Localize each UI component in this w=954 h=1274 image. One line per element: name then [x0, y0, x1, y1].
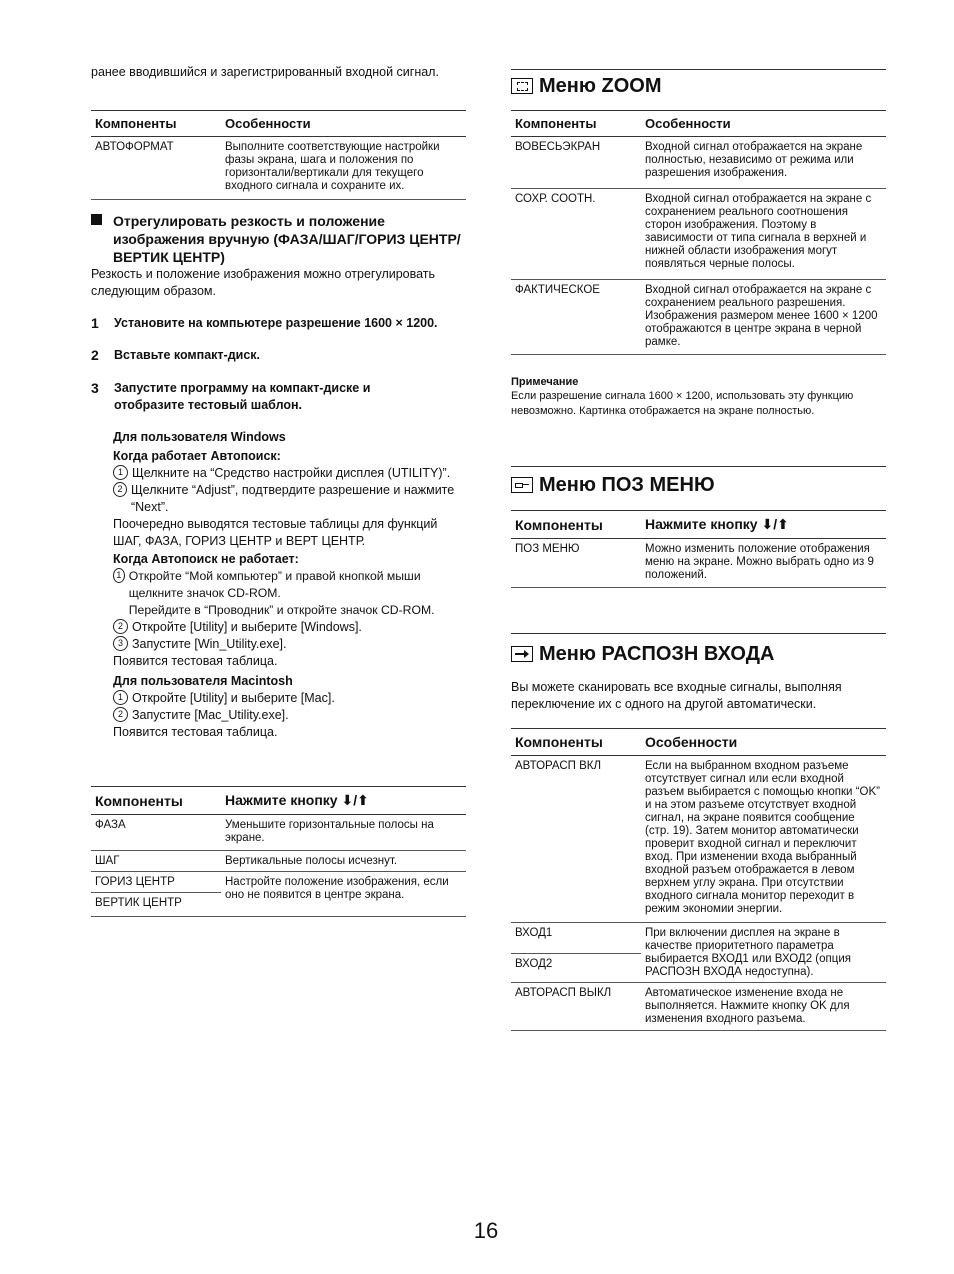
section-heading-block — [91, 212, 466, 266]
list-item — [113, 619, 466, 636]
table-row — [511, 539, 886, 588]
table-header: Компоненты — [91, 787, 221, 815]
table-row — [511, 756, 886, 923]
zoom-title-row — [511, 74, 886, 98]
table-cell: Настройте положение изображения, если оно не появится в центре экрана. — [221, 872, 466, 917]
step-text: Запустите программу на компакт-диске и отобразите тестовый шаблон. — [114, 381, 371, 412]
pos-section-header — [511, 466, 886, 497]
table-cell: ВЕРТИК ЦЕНТР — [91, 893, 221, 917]
table-cell: АВТОРАСП ВЫКЛ — [511, 983, 641, 1031]
table-cell: Входной сигнал отображается на экране с сохранением реального разрешения. Изображения размером менее 1600 × 1200 отображаются в центре экрана в черной рамке. — [641, 280, 886, 355]
zoom-table — [511, 110, 886, 355]
table-row — [511, 137, 886, 189]
table-header: Компоненты — [91, 111, 221, 137]
input-sensing-icon — [511, 646, 533, 662]
intro-text: ранее вводившийся и зарегистрированный входной сигнал. — [91, 65, 439, 79]
input-title-row — [511, 642, 886, 666]
square-bullet-icon — [91, 214, 102, 225]
list-item-text: Щелкните “Adjust”, подтвердите разрешение и нажмите “Next”. — [130, 483, 455, 514]
step-number: 1 — [91, 315, 99, 331]
list-item — [113, 482, 466, 516]
windows-instructions — [113, 429, 466, 741]
table-cell: Вертикальные полосы исчезнут. — [221, 851, 466, 872]
pos-table — [511, 510, 886, 588]
table-cell: ФАКТИЧЕСКОЕ — [511, 280, 641, 355]
section-intro: Резкость и положение изображения можно отрегулировать следующим образом. — [91, 267, 436, 298]
zoom-icon — [511, 78, 533, 94]
table-cell: АВТОРАСП ВКЛ — [511, 756, 641, 923]
circled-number: 1 — [113, 465, 128, 480]
table-header: Особенности — [641, 111, 886, 137]
list-item — [113, 636, 466, 653]
input-section-header — [511, 633, 886, 666]
table-row — [91, 851, 466, 872]
list-item-text: Щелкните на “Средство настройки дисплея (UTILITY)”. — [132, 466, 451, 480]
mac-title: Для пользователя Macintosh — [113, 674, 293, 688]
circled-number: 2 — [113, 482, 127, 497]
table-header: Особенности — [641, 729, 886, 756]
step-number: 3 — [91, 380, 99, 396]
zoom-note — [511, 375, 886, 419]
menu-position-icon — [511, 477, 533, 493]
input-table — [511, 728, 886, 1031]
table-cell: ВХОД2 — [511, 954, 641, 983]
step-text: Вставьте компакт-диск. — [114, 348, 261, 362]
step-3 — [91, 380, 466, 414]
table-cell: Можно изменить положение отображения меню на экране. Можно выбрать одно из 9 положений. — [641, 539, 886, 588]
table-cell: Автоматическое изменение входа не выполняется. Нажмите кнопку OK для изменения входного разъема. — [641, 983, 886, 1031]
list-item-text: Откройте “Мой компьютер” и правой кнопкой мыши щелкните значок CD-ROM. Перейдите в “Проводник” и откройте значок CD-ROM. — [128, 569, 435, 617]
phase-pitch-table — [91, 786, 466, 917]
circled-number: 3 — [113, 636, 128, 651]
list-item — [113, 568, 466, 619]
auto-fails-title: Когда Автопоиск не работает: — [113, 552, 299, 566]
mac-after: Появится тестовая таблица. — [113, 725, 278, 739]
table-cell: Выполните соответствующие настройки фазы экрана, шага и положения по горизонтали/вертикали для текущего входного сигнала и сохраните их. — [221, 137, 466, 200]
note-title: Примечание — [511, 376, 579, 388]
table-header: Компоненты — [511, 511, 641, 539]
pos-title-row — [511, 473, 886, 497]
table-row — [511, 189, 886, 280]
table-header: Нажмите кнопку ⬇/⬆ — [221, 787, 466, 815]
step-text: Установите на компьютере разрешение 1600 × 1200. — [114, 316, 438, 330]
step-2 — [91, 347, 466, 364]
auto-works-title: Когда работает Автопоиск: — [113, 449, 281, 463]
table-header: Компоненты — [511, 111, 641, 137]
circled-number: 1 — [113, 568, 125, 583]
list-item — [113, 690, 466, 707]
table-cell: ВХОД1 — [511, 923, 641, 954]
table-row — [91, 815, 466, 851]
table-cell: Уменьшите горизонтальные полосы на экране. — [221, 815, 466, 851]
list-item-text: Откройте [Utility] и выберите [Mac]. — [132, 691, 335, 705]
list-item — [113, 707, 466, 724]
table-cell: Если на выбранном входном разъеме отсутствует сигнал или если входной разъем выбирается с помощью кнопки “OK” и на этом разъеме отсутствует входной сигнал, на экране появится сообщение (стр. 19). Затем монитор автоматически проверит входной сигнал и переключит вход. При изменении входа выбранный входной разъем отображается в левом верхнем углу экрана. При отсутствии входного сигнала монитор переходит в режим экономии энергии. — [641, 756, 886, 923]
table-cell: ГОРИЗ ЦЕНТР — [91, 872, 221, 893]
table-row — [91, 137, 466, 200]
note-text: Если разрешение сигнала 1600 × 1200, использовать эту функцию невозможно. Картинка отображается на экране полностью. — [511, 390, 854, 417]
input-intro: Вы можете сканировать все входные сигналы, выполняя переключение их с одного на другой автоматически. — [511, 680, 842, 711]
step-1 — [91, 315, 466, 332]
table-row — [511, 983, 886, 1031]
table-header: Компоненты — [511, 729, 641, 756]
list-item-text: Откройте [Utility] и выберите [Windows]. — [132, 620, 362, 634]
zoom-title: Меню ZOOM — [539, 75, 662, 97]
list-item — [113, 465, 466, 482]
table-cell: ШАГ — [91, 851, 221, 872]
step-number: 2 — [91, 347, 99, 363]
table-row — [511, 280, 886, 355]
circled-number: 2 — [113, 619, 128, 634]
table-cell: ПОЗ МЕНЮ — [511, 539, 641, 588]
table-cell: ФАЗА — [91, 815, 221, 851]
windows-title: Для пользователя Windows — [113, 430, 286, 444]
list-item-text: Запустите [Win_Utility.exe]. — [132, 637, 287, 651]
circled-number: 1 — [113, 690, 128, 705]
table-cell: Входной сигнал отображается на экране с сохранением реального соотношения сторон изображения. Поэтому в зависимости от типа сигнала в верхней и нижней области изображения могут появляться черные полосы. — [641, 189, 886, 280]
page-number: 16 — [473, 1218, 499, 1243]
table-cell: Входной сигнал отображается на экране полностью, независимо от режима или разрешения изображения. — [641, 137, 886, 189]
section-heading: Отрегулировать резкость и положение изображения вручную (ФАЗА/ШАГ/ГОРИЗ ЦЕНТР/ВЕРТИК ЦЕНТР) — [113, 213, 461, 265]
auto-fails-after: Появится тестовая таблица. — [113, 654, 278, 668]
zoom-section-header — [511, 69, 886, 98]
pos-title: Меню ПОЗ МЕНЮ — [539, 474, 715, 496]
table-cell: При включении дисплея на экране в качестве приоритетного параметра выбирается ВХОД1 или ВХОД2 (опция РАСПОЗН ВХОДА недоступна). — [641, 923, 886, 983]
auto-works-after: Поочередно выводятся тестовые таблицы для функций ШАГ, ФАЗА, ГОРИЗ ЦЕНТР и ВЕРТ ЦЕНТР. — [113, 517, 438, 548]
circled-number: 2 — [113, 707, 128, 722]
table-header: Нажмите кнопку ⬇/⬆ — [641, 511, 886, 539]
input-title: Меню РАСПОЗН ВХОДА — [539, 643, 775, 665]
table-cell: СОХР. СООТН. — [511, 189, 641, 280]
table-row — [91, 872, 466, 893]
table-cell: АВТОФОРМАТ — [91, 137, 221, 200]
table-cell: ВОВЕСЬЭКРАН — [511, 137, 641, 189]
table-row — [511, 923, 886, 954]
table-header: Особенности — [221, 111, 466, 137]
autoformat-table — [91, 110, 466, 200]
list-item-text: Запустите [Mac_Utility.exe]. — [132, 708, 289, 722]
